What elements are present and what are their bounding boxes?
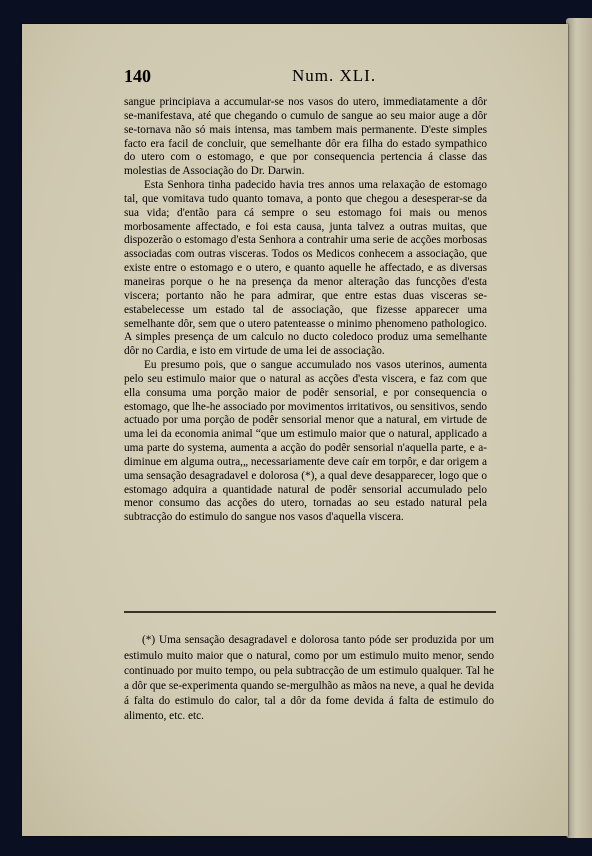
page-header (124, 66, 484, 90)
footnote-rule (124, 611, 496, 613)
paragraph-hypothesis: Eu presumo pois, que o sangue accumulado nos vasos uterinos, aumenta pelo seu estimulo maior que o natural as acções d'esta viscera, e faz com que ella consuma uma porção maior de podêr sensorial, e por consequencia o estomago, que lhe-he associado por movimentos irritativos, ou sensitivos, sendo actuado por uma porção de podêr sensorial menor que a natural, em virtude de uma lei da economia animal “que um estimulo maior que o natural, applicado a uma parte do systema, aumenta a acção do podêr sensorial n'aquella parte, e a-diminue em alguma outra,„ necessariamente deve caír em torpôr, e dar origem a uma sensação desagradavel e dolorosa (*), a qual deve desapparecer, logo que o estomago adquira a quantidade natural de podêr sensorial accumulado pelo menor consumo das acções do utero, tornadas ao seu estado natural pela subtracção do estimulo do sangue nos vasos d'aquella viscera. (124, 359, 487, 524)
page-number: 140 (124, 66, 151, 86)
main-text (124, 96, 487, 525)
footnote: (*) Uma sensação desagradavel e dolorosa tanto póde ser produzida por um estimulo muito maior que o natural, como por um estimulo muito menor, sendo continuado por muito tempo, ou pela subtracção de um estimulo qualquer. Tal he a dôr que se-experimenta quando se-mergulhão as mãos na neve, a qual he devida á falta do estimulo do calor, tal a dôr da fome devida á falta de estimulo do alimento, etc. etc. (124, 634, 494, 723)
running-head: Num. XLI. (292, 66, 377, 85)
adjacent-page-edge (566, 18, 592, 838)
paragraph-continuation: sangue principiava a accumular-se nos vasos do utero, immediatamente a dôr se-manifestava, até que chegando o cumulo de sangue ao seu maior auge a dôr se-tornava não só mais intensa, mas tambem mais permanente. D'este simples facto era facil de concluir, que semelhante dôr era filha do estado sympathico do utero com o estomago, e que por consequencia pertencia á classe das molestias de Associação do Dr. Darwin. (124, 96, 487, 178)
paragraph-patient-history: Esta Senhora tinha padecido havia tres annos uma relaxação de estomago tal, que vomitava tudo quanto tomava, a ponto que chegou a desesperar-se da sua vida; d'então para cá sempre o seu estomago foi mais ou menos morbosamente affectado, e foi esta causa, junta talvez a outras muitas, que dispozerão o estomago d'esta Senhora a contrahir uma serie de acções morbosas associadas com outras visceras. Todos os Medicos conhecem a associação, que existe entre o estomago e o utero, e quanto aquelle he affectado, e as diversas maneiras porque o he na presença da menor alteração das funcções d'esta viscera; portanto não he para admirar, que entre estas duas visceras se-estabelecesse um estado tal de associação, que fizesse apparecer uma semelhante dôr, sem que o utero patenteasse o minimo phenomeno pathologico. A simples presença de um calculo no ducto coledoco produz uma semelhante dôr no Cardia, e isto em virtude de uma lei de associação. (124, 179, 487, 358)
